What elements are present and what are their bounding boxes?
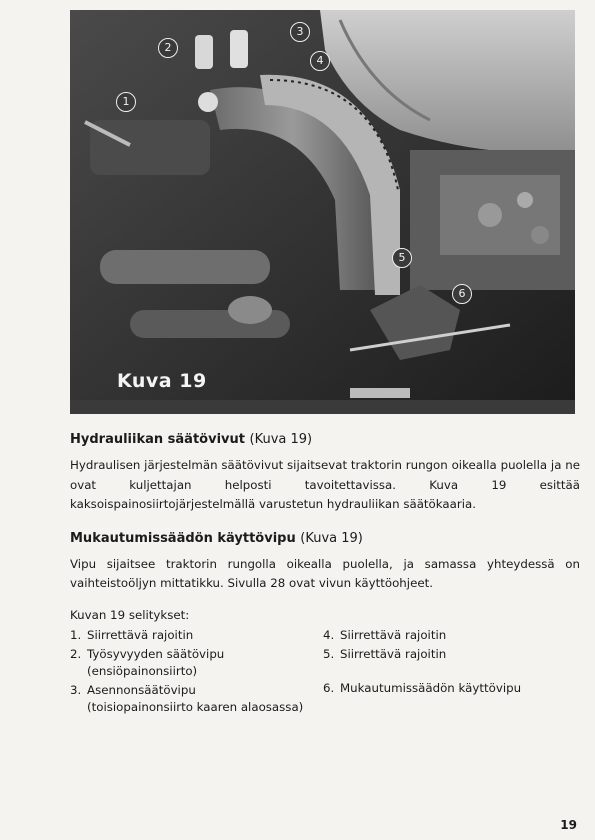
section-heading-title: Hydrauliikan säätövivut bbox=[70, 432, 245, 447]
section-hydraulic-levers bbox=[70, 430, 580, 515]
legend-text: Mukautumissäädön käyttövipu bbox=[340, 680, 522, 695]
legend-text: Siirrettävä rajoitin bbox=[340, 646, 447, 661]
legend-num: 4. bbox=[323, 627, 335, 642]
legend-text: Asennonsäätövipu (toisiopainonsiirto kaaren alaosassa) bbox=[87, 682, 304, 714]
legend-column-left bbox=[70, 627, 323, 718]
legend-text: Siirrettävä rajoitin bbox=[87, 627, 194, 642]
legend-num: 5. bbox=[323, 646, 335, 661]
legend-text: Työsyvyyden säätövipu (ensiöpainonsiirto) bbox=[87, 646, 225, 678]
legend-item bbox=[323, 646, 580, 663]
callout-3: 3 bbox=[290, 22, 310, 42]
callout-2: 2 bbox=[158, 38, 178, 58]
section-heading-ref: (Kuva 19) bbox=[249, 432, 313, 447]
callout-6: 6 bbox=[452, 284, 472, 304]
section-body: Vipu sijaitsee traktorin rungolla oikealla puolella, ja samassa yhteydessä on vaihteistoöljyn mittatikku. Sivulla 28 ovat vivun käyttöohjeet. bbox=[70, 556, 580, 590]
legend-num: 2. bbox=[70, 646, 82, 661]
section-adaptation-lever bbox=[70, 529, 580, 594]
legend-item bbox=[323, 627, 580, 644]
legend-item bbox=[70, 627, 323, 644]
legend-item bbox=[323, 680, 580, 697]
legend-num: 6. bbox=[323, 680, 335, 695]
legend bbox=[70, 627, 580, 718]
section-heading-ref: (Kuva 19) bbox=[300, 530, 363, 546]
legend-num: 3. bbox=[70, 682, 82, 697]
main-text bbox=[70, 430, 580, 718]
section-heading bbox=[70, 430, 580, 450]
legend-item bbox=[70, 682, 323, 716]
page-number: 19 bbox=[560, 818, 577, 832]
legend-num: 1. bbox=[70, 627, 82, 642]
legend-column-right bbox=[323, 627, 580, 718]
figure-label: Kuva 19 bbox=[117, 370, 207, 392]
section-body: Hydraulisen järjestelmän säätövivut sijaitsevat traktorin rungon oikealla puolella ja ne ovat kuljettajan helposti tavoitettavissa. Kuva 19 esittää kaksoispainosiirtojärjestelmällä varustetun hydrauliikan säätökaaria. bbox=[70, 458, 580, 511]
section-heading-title: Mukautumissäädön käyttövipu bbox=[70, 530, 296, 546]
section-heading bbox=[70, 529, 580, 549]
callout-5: 5 bbox=[392, 248, 412, 268]
callout-4: 4 bbox=[310, 51, 330, 71]
figure-photo bbox=[70, 10, 575, 414]
legend-item bbox=[70, 646, 323, 680]
legend-text: Siirrettävä rajoitin bbox=[340, 627, 447, 642]
legend-title: Kuvan 19 selitykset: bbox=[70, 607, 190, 622]
callout-1: 1 bbox=[116, 92, 136, 112]
